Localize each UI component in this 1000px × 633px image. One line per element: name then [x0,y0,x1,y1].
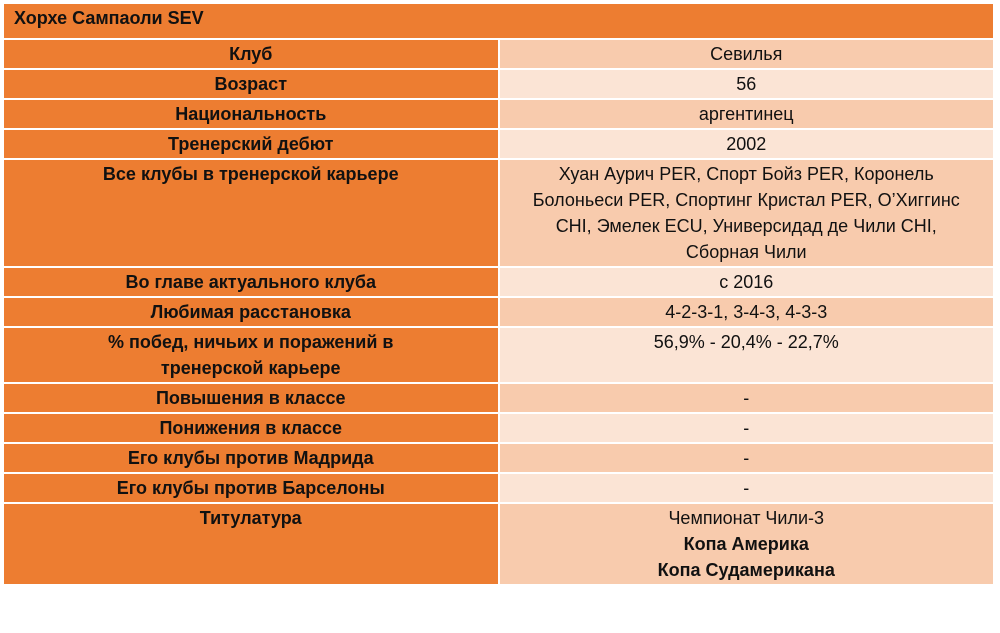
row-value [499,503,995,585]
row-label: Повышения в классе [3,383,499,413]
coach-title: Хорхе Сампаоли SEV [3,3,994,39]
row-value: 56,9% - 20,4% - 22,7% [499,327,995,383]
row-value: 4-2-3-1, 3-4-3, 4-3-3 [499,297,995,327]
table-row [3,159,994,267]
label-line: % побед, ничьих и поражений в [107,332,394,352]
table-row [3,327,994,383]
row-value: - [499,413,995,443]
row-label: Во главе актуального клуба [3,267,499,297]
club-line: Болоньеси PER, Спортинг Кристал PER, О’Хиггинс [532,190,960,210]
row-value [499,159,995,267]
row-value: 56 [499,69,995,99]
table-row [3,297,994,327]
row-label: Его клубы против Мадрида [3,443,499,473]
club-line: CHI, Эмелек ECU, Универсидад де Чили CHI, [555,216,937,236]
row-value: - [499,473,995,503]
table-row [3,503,994,585]
row-label: Все клубы в тренерской карьере [3,159,499,267]
row-label: Любимая расстановка [3,297,499,327]
row-label: Клуб [3,39,499,69]
table-row [3,69,994,99]
row-value: с 2016 [499,267,995,297]
row-label: Понижения в классе [3,413,499,443]
title-line: Чемпионат Чили-3 [668,508,825,528]
row-label: Титулатура [3,503,499,585]
row-label: Тренерский дебют [3,129,499,159]
table-row [3,443,994,473]
club-line: Сборная Чили [685,242,807,262]
table-row [3,99,994,129]
table-row [3,267,994,297]
table-row [3,413,994,443]
club-line: Хуан Аурич PER, Спорт Бойз PER, Коронель [558,164,934,184]
title-line: Копа Судамерикана [657,560,835,580]
label-line: тренерской карьере [160,358,341,378]
row-label: Возраст [3,69,499,99]
row-label: Его клубы против Барселоны [3,473,499,503]
title-row [3,3,994,39]
table-row [3,39,994,69]
table-row [3,473,994,503]
table-row [3,383,994,413]
row-value: аргентинец [499,99,995,129]
row-value: 2002 [499,129,995,159]
coach-profile-table [2,2,995,586]
table-row [3,129,994,159]
row-label: Национальность [3,99,499,129]
row-label [3,327,499,383]
row-value: Севилья [499,39,995,69]
title-line: Копа Америка [683,534,809,554]
row-value: - [499,383,995,413]
row-value: - [499,443,995,473]
